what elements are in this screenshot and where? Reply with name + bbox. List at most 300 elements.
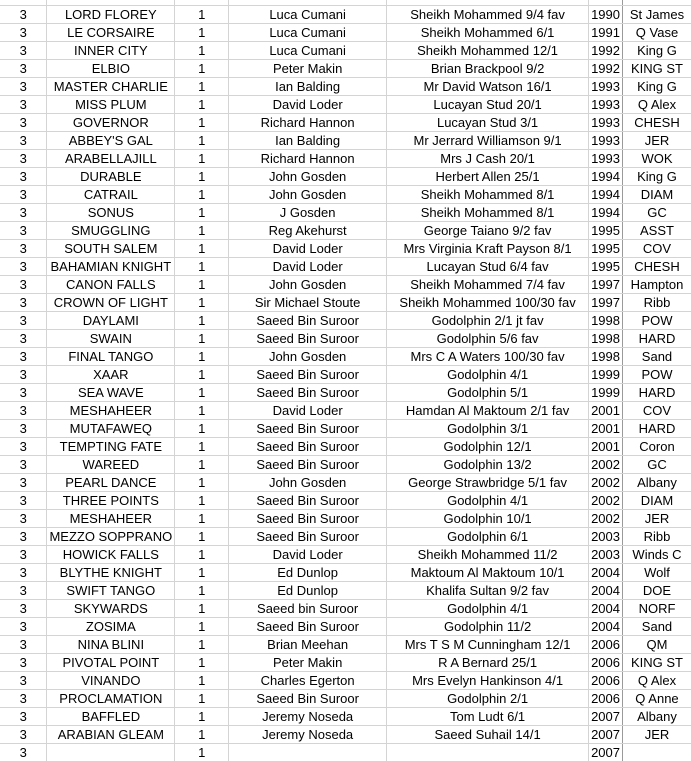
cell-position[interactable]: 1 (175, 564, 229, 582)
cell-horse[interactable]: SKYWARDS (47, 600, 175, 618)
cell-horse[interactable]: BAHAMIAN KNIGHT (47, 258, 175, 276)
cell-number[interactable]: 3 (0, 600, 47, 618)
cell-course[interactable]: Q Alex (622, 672, 691, 690)
cell-year[interactable]: 1999 (589, 366, 623, 384)
cell-year[interactable]: 2001 (589, 402, 623, 420)
cell-owner-odds[interactable]: Lucayan Stud 3/1 (387, 114, 589, 132)
cell-position[interactable]: 1 (175, 456, 229, 474)
cell-owner-odds[interactable]: Brian Brackpool 9/2 (387, 60, 589, 78)
cell-horse[interactable]: INNER CITY (47, 42, 175, 60)
cell-course[interactable]: King G (622, 78, 691, 96)
cell-position[interactable]: 1 (175, 168, 229, 186)
cell-number[interactable]: 3 (0, 330, 47, 348)
cell-year[interactable]: 1994 (589, 204, 623, 222)
cell-year[interactable]: 2007 (589, 708, 623, 726)
cell-number[interactable]: 3 (0, 222, 47, 240)
cell-course[interactable]: QM (622, 636, 691, 654)
cell-year[interactable]: 1993 (589, 78, 623, 96)
cell-course[interactable]: Sand (622, 348, 691, 366)
cell-year[interactable]: 2007 (589, 744, 623, 762)
cell-year[interactable]: 2002 (589, 492, 623, 510)
cell-owner-odds[interactable]: Mrs J Cash 20/1 (387, 150, 589, 168)
cell-number[interactable]: 3 (0, 348, 47, 366)
cell-position[interactable]: 1 (175, 528, 229, 546)
cell-course[interactable]: HARD (622, 384, 691, 402)
cell-position[interactable]: 1 (175, 204, 229, 222)
table-row (0, 690, 692, 708)
cell-number[interactable]: 3 (0, 132, 47, 150)
cell-course[interactable]: COV (622, 240, 691, 258)
cell-position[interactable]: 1 (175, 510, 229, 528)
cell-course[interactable]: WOK (622, 150, 691, 168)
cell-horse[interactable]: MESHAHEER (47, 402, 175, 420)
cell-number[interactable]: 3 (0, 744, 47, 762)
table-row (0, 582, 692, 600)
cell-owner-odds[interactable]: Khalifa Sultan 9/2 fav (387, 582, 589, 600)
cell-number[interactable]: 3 (0, 6, 47, 24)
cell-horse[interactable]: DURABLE (47, 168, 175, 186)
cell-position[interactable]: 1 (175, 420, 229, 438)
cell-position[interactable]: 1 (175, 366, 229, 384)
cell-course[interactable]: Wolf (622, 564, 691, 582)
cell-year[interactable]: 1999 (589, 384, 623, 402)
cell-horse[interactable]: SOUTH SALEM (47, 240, 175, 258)
cell-year[interactable]: 2006 (589, 690, 623, 708)
cell-number[interactable]: 3 (0, 438, 47, 456)
cell-year[interactable]: 1997 (589, 294, 623, 312)
cell-number[interactable]: 3 (0, 708, 47, 726)
cell-trainer[interactable]: John Gosden (229, 474, 387, 492)
cell-number[interactable]: 3 (0, 690, 47, 708)
cell-horse[interactable]: HOWICK FALLS (47, 546, 175, 564)
cell-trainer[interactable]: Saeed Bin Suroor (229, 492, 387, 510)
cell-horse[interactable]: MASTER CHARLIE (47, 78, 175, 96)
cell-owner-odds[interactable]: Godolphin 12/1 (387, 438, 589, 456)
cell-horse[interactable]: SWAIN (47, 330, 175, 348)
cell-year[interactable]: 1995 (589, 240, 623, 258)
cell-trainer[interactable]: Luca Cumani (229, 42, 387, 60)
cell-owner-odds[interactable]: Sheikh Mohammed 9/4 fav (387, 6, 589, 24)
cell-trainer[interactable]: Saeed Bin Suroor (229, 330, 387, 348)
cell-owner-odds[interactable]: Mr Jerrard Williamson 9/1 (387, 132, 589, 150)
cell-year[interactable]: 2006 (589, 636, 623, 654)
cell-year[interactable]: 1998 (589, 330, 623, 348)
cell-course[interactable]: POW (622, 312, 691, 330)
cell-course[interactable]: ASST (622, 222, 691, 240)
cell-horse[interactable]: ABBEY'S GAL (47, 132, 175, 150)
cell-trainer[interactable]: Ed Dunlop (229, 564, 387, 582)
cell-number[interactable]: 3 (0, 114, 47, 132)
cell-owner-odds[interactable]: Godolphin 3/1 (387, 420, 589, 438)
cell-number[interactable]: 3 (0, 78, 47, 96)
cell-trainer[interactable]: Sir Michael Stoute (229, 294, 387, 312)
cell-trainer[interactable]: Richard Hannon (229, 150, 387, 168)
cell-owner-odds[interactable]: Sheikh Mohammed 6/1 (387, 24, 589, 42)
cell-number[interactable]: 3 (0, 186, 47, 204)
cell-course[interactable]: COV (622, 402, 691, 420)
cell-trainer[interactable]: John Gosden (229, 276, 387, 294)
cell-trainer[interactable]: Peter Makin (229, 60, 387, 78)
cell-horse[interactable] (47, 744, 175, 762)
cell-trainer[interactable]: Saeed Bin Suroor (229, 312, 387, 330)
cell-horse[interactable]: ZOSIMA (47, 618, 175, 636)
cell-course[interactable]: HARD (622, 420, 691, 438)
cell-position[interactable]: 1 (175, 42, 229, 60)
cell-owner-odds[interactable]: Herbert Allen 25/1 (387, 168, 589, 186)
cell-position[interactable]: 1 (175, 312, 229, 330)
cell-owner-odds[interactable]: Godolphin 4/1 (387, 492, 589, 510)
cell-year[interactable]: 2003 (589, 546, 623, 564)
cell-position[interactable]: 1 (175, 276, 229, 294)
cell-horse[interactable]: FINAL TANGO (47, 348, 175, 366)
cell-trainer[interactable]: Luca Cumani (229, 24, 387, 42)
cell-course[interactable]: Hampton (622, 276, 691, 294)
cell-trainer[interactable]: Saeed Bin Suroor (229, 690, 387, 708)
cell-number[interactable]: 3 (0, 726, 47, 744)
cell-course[interactable]: St James (622, 6, 691, 24)
cell-position[interactable]: 1 (175, 402, 229, 420)
cell-owner-odds[interactable]: R A Bernard 25/1 (387, 654, 589, 672)
cell-owner-odds[interactable]: Sheikh Mohammed 7/4 fav (387, 276, 589, 294)
cell-trainer[interactable]: Saeed Bin Suroor (229, 528, 387, 546)
cell-number[interactable]: 3 (0, 420, 47, 438)
cell-course[interactable]: Q Alex (622, 96, 691, 114)
cell-year[interactable]: 2004 (589, 564, 623, 582)
cell-course[interactable]: Albany (622, 474, 691, 492)
cell-course[interactable]: KING ST (622, 60, 691, 78)
cell-position[interactable]: 1 (175, 258, 229, 276)
cell-course[interactable]: Ribb (622, 294, 691, 312)
cell-course[interactable]: Albany (622, 708, 691, 726)
cell-position[interactable]: 1 (175, 132, 229, 150)
cell-owner-odds[interactable]: Godolphin 5/1 (387, 384, 589, 402)
cell-year[interactable]: 2006 (589, 672, 623, 690)
cell-course[interactable]: Ribb (622, 528, 691, 546)
cell-year[interactable]: 1991 (589, 24, 623, 42)
cell-owner-odds[interactable]: Mrs T S M Cunningham 12/1 (387, 636, 589, 654)
cell-horse[interactable]: GOVERNOR (47, 114, 175, 132)
cell-number[interactable]: 3 (0, 276, 47, 294)
cell-trainer[interactable] (229, 744, 387, 762)
cell-position[interactable]: 1 (175, 474, 229, 492)
cell-horse[interactable]: PEARL DANCE (47, 474, 175, 492)
cell-trainer[interactable]: Reg Akehurst (229, 222, 387, 240)
cell-number[interactable]: 3 (0, 402, 47, 420)
cell-owner-odds[interactable]: George Strawbridge 5/1 fav (387, 474, 589, 492)
cell-horse[interactable]: CANON FALLS (47, 276, 175, 294)
cell-owner-odds[interactable]: Godolphin 4/1 (387, 366, 589, 384)
cell-course[interactable]: Q Vase (622, 24, 691, 42)
cell-horse[interactable]: CATRAIL (47, 186, 175, 204)
cell-course[interactable]: POW (622, 366, 691, 384)
table-row (0, 402, 692, 420)
cell-trainer[interactable]: Jeremy Noseda (229, 708, 387, 726)
cell-horse[interactable]: ARABELLAJILL (47, 150, 175, 168)
cell-number[interactable]: 3 (0, 636, 47, 654)
cell-trainer[interactable]: Ian Balding (229, 78, 387, 96)
cell-owner-odds[interactable]: Godolphin 11/2 (387, 618, 589, 636)
cell-course[interactable]: CHESH (622, 114, 691, 132)
cell-year[interactable]: 2003 (589, 528, 623, 546)
cell-trainer[interactable]: Saeed Bin Suroor (229, 438, 387, 456)
cell-position[interactable]: 1 (175, 744, 229, 762)
cell-owner-odds[interactable]: Mr David Watson 16/1 (387, 78, 589, 96)
cell-position[interactable]: 1 (175, 654, 229, 672)
cell-trainer[interactable]: Saeed bin Suroor (229, 600, 387, 618)
cell-number[interactable]: 3 (0, 366, 47, 384)
cell-position[interactable]: 1 (175, 582, 229, 600)
cell-number[interactable]: 3 (0, 204, 47, 222)
cell-course[interactable]: DOE (622, 582, 691, 600)
cell-horse[interactable]: DAYLAMI (47, 312, 175, 330)
cell-year[interactable]: 1993 (589, 96, 623, 114)
cell-course[interactable]: JER (622, 132, 691, 150)
cell-year[interactable]: 1993 (589, 114, 623, 132)
cell-owner-odds[interactable]: Lucayan Stud 6/4 fav (387, 258, 589, 276)
cell-owner-odds[interactable]: Godolphin 13/2 (387, 456, 589, 474)
cell-trainer[interactable]: David Loder (229, 402, 387, 420)
cell-owner-odds[interactable]: Godolphin 10/1 (387, 510, 589, 528)
cell-number[interactable]: 3 (0, 564, 47, 582)
cell-course[interactable]: KING ST (622, 654, 691, 672)
cell-course[interactable]: GC (622, 456, 691, 474)
cell-horse[interactable]: BLYTHE KNIGHT (47, 564, 175, 582)
cell-horse[interactable]: LORD FLOREY (47, 6, 175, 24)
cell-number[interactable]: 3 (0, 456, 47, 474)
cell-owner-odds[interactable]: Tom Ludt 6/1 (387, 708, 589, 726)
cell-year[interactable]: 2004 (589, 618, 623, 636)
cell-position[interactable]: 1 (175, 222, 229, 240)
cell-year[interactable]: 2004 (589, 600, 623, 618)
cell-trainer[interactable]: Charles Egerton (229, 672, 387, 690)
cell-year[interactable]: 1992 (589, 42, 623, 60)
cell-horse[interactable]: TEMPTING FATE (47, 438, 175, 456)
cell-owner-odds[interactable]: Godolphin 2/1 (387, 690, 589, 708)
cell-owner-odds[interactable]: Sheikh Mohammed 8/1 (387, 186, 589, 204)
cell-year[interactable]: 1998 (589, 312, 623, 330)
cell-position[interactable]: 1 (175, 60, 229, 78)
cell-year[interactable]: 2004 (589, 582, 623, 600)
cell-owner-odds[interactable]: Sheikh Mohammed 11/2 (387, 546, 589, 564)
cell-year[interactable]: 2001 (589, 438, 623, 456)
cell-horse[interactable]: MUTAFAWEQ (47, 420, 175, 438)
cell-owner-odds[interactable]: Mrs Virginia Kraft Payson 8/1 (387, 240, 589, 258)
cell-owner-odds[interactable]: George Taiano 9/2 fav (387, 222, 589, 240)
cell-course[interactable]: DIAM (622, 186, 691, 204)
cell-course[interactable]: NORF (622, 600, 691, 618)
cell-owner-odds[interactable]: Saeed Suhail 14/1 (387, 726, 589, 744)
cell-position[interactable]: 1 (175, 618, 229, 636)
cell-horse[interactable]: ELBIO (47, 60, 175, 78)
cell-number[interactable]: 3 (0, 42, 47, 60)
cell-owner-odds[interactable]: Sheikh Mohammed 100/30 fav (387, 294, 589, 312)
cell-trainer[interactable]: John Gosden (229, 348, 387, 366)
cell-owner-odds[interactable]: Godolphin 4/1 (387, 600, 589, 618)
cell-owner-odds[interactable]: Maktoum Al Maktoum 10/1 (387, 564, 589, 582)
cell-trainer[interactable]: Richard Hannon (229, 114, 387, 132)
cell-number[interactable]: 3 (0, 240, 47, 258)
cell-year[interactable]: 2002 (589, 510, 623, 528)
cell-year[interactable]: 1993 (589, 132, 623, 150)
cell-position[interactable]: 1 (175, 726, 229, 744)
cell-course[interactable]: Winds C (622, 546, 691, 564)
cell-trainer[interactable]: John Gosden (229, 186, 387, 204)
cell-position[interactable]: 1 (175, 6, 229, 24)
cell-owner-odds[interactable]: Mrs C A Waters 100/30 fav (387, 348, 589, 366)
cell-number[interactable]: 3 (0, 24, 47, 42)
cell-course[interactable]: GC (622, 204, 691, 222)
cell-trainer[interactable]: Saeed Bin Suroor (229, 618, 387, 636)
cell-horse[interactable]: WAREED (47, 456, 175, 474)
cell-course[interactable]: CHESH (622, 258, 691, 276)
cell-year[interactable]: 2007 (589, 726, 623, 744)
cell-number[interactable]: 3 (0, 312, 47, 330)
cell-trainer[interactable]: Saeed Bin Suroor (229, 510, 387, 528)
cell-position[interactable]: 1 (175, 96, 229, 114)
cell-number[interactable]: 3 (0, 168, 47, 186)
cell-trainer[interactable]: Peter Makin (229, 654, 387, 672)
cell-horse[interactable]: SMUGGLING (47, 222, 175, 240)
cell-year[interactable]: 1995 (589, 222, 623, 240)
cell-position[interactable]: 1 (175, 546, 229, 564)
cell-position[interactable]: 1 (175, 708, 229, 726)
cell-position[interactable]: 1 (175, 150, 229, 168)
cell-number[interactable]: 3 (0, 654, 47, 672)
cell-position[interactable]: 1 (175, 636, 229, 654)
cell-number[interactable]: 3 (0, 258, 47, 276)
cell-trainer[interactable]: David Loder (229, 96, 387, 114)
cell-trainer[interactable]: Jeremy Noseda (229, 726, 387, 744)
cell-owner-odds[interactable]: Lucayan Stud 20/1 (387, 96, 589, 114)
cell-course[interactable] (622, 744, 691, 762)
cell-position[interactable]: 1 (175, 690, 229, 708)
cell-course[interactable]: JER (622, 726, 691, 744)
cell-trainer[interactable]: Saeed Bin Suroor (229, 456, 387, 474)
cell-horse[interactable]: THREE POINTS (47, 492, 175, 510)
cell-number[interactable]: 3 (0, 492, 47, 510)
cell-trainer[interactable]: Luca Cumani (229, 6, 387, 24)
cell-year[interactable]: 1998 (589, 348, 623, 366)
cell-horse[interactable]: BAFFLED (47, 708, 175, 726)
cell-year[interactable]: 1992 (589, 60, 623, 78)
cell-position[interactable]: 1 (175, 672, 229, 690)
cell-owner-odds[interactable]: Sheikh Mohammed 12/1 (387, 42, 589, 60)
cell-position[interactable]: 1 (175, 186, 229, 204)
cell-number[interactable]: 3 (0, 528, 47, 546)
cell-horse[interactable]: SWIFT TANGO (47, 582, 175, 600)
cell-number[interactable]: 3 (0, 384, 47, 402)
table-row (0, 60, 692, 78)
cell-year[interactable]: 1994 (589, 186, 623, 204)
cell-position[interactable]: 1 (175, 24, 229, 42)
cell-owner-odds[interactable] (387, 744, 589, 762)
cell-horse[interactable]: LE CORSAIRE (47, 24, 175, 42)
cell-position[interactable]: 1 (175, 348, 229, 366)
cell-year[interactable]: 2002 (589, 474, 623, 492)
cell-number[interactable]: 3 (0, 582, 47, 600)
cell-trainer[interactable]: Saeed Bin Suroor (229, 366, 387, 384)
cell-horse[interactable]: PIVOTAL POINT (47, 654, 175, 672)
cell-course[interactable]: Sand (622, 618, 691, 636)
cell-year[interactable]: 1994 (589, 168, 623, 186)
cell-horse[interactable]: SEA WAVE (47, 384, 175, 402)
cell-horse[interactable]: MISS PLUM (47, 96, 175, 114)
cell-number[interactable]: 3 (0, 96, 47, 114)
table-row (0, 510, 692, 528)
cell-position[interactable]: 1 (175, 240, 229, 258)
cell-year[interactable]: 2002 (589, 456, 623, 474)
cell-course[interactable]: King G (622, 42, 691, 60)
cell-number[interactable]: 3 (0, 60, 47, 78)
cell-horse[interactable]: MEZZO SOPPRANO (47, 528, 175, 546)
cell-number[interactable]: 3 (0, 672, 47, 690)
cell-position[interactable]: 1 (175, 330, 229, 348)
cell-number[interactable]: 3 (0, 294, 47, 312)
cell-course[interactable]: DIAM (622, 492, 691, 510)
cell-year[interactable]: 2001 (589, 420, 623, 438)
cell-position[interactable]: 1 (175, 78, 229, 96)
cell-position[interactable]: 1 (175, 492, 229, 510)
cell-owner-odds[interactable]: Sheikh Mohammed 8/1 (387, 204, 589, 222)
cell-course[interactable]: King G (622, 168, 691, 186)
cell-trainer[interactable]: David Loder (229, 258, 387, 276)
cell-position[interactable]: 1 (175, 438, 229, 456)
cell-position[interactable]: 1 (175, 384, 229, 402)
cell-owner-odds[interactable]: Godolphin 2/1 jt fav (387, 312, 589, 330)
cell-year[interactable]: 1995 (589, 258, 623, 276)
cell-horse[interactable]: PROCLAMATION (47, 690, 175, 708)
cell-course[interactable]: Q Anne (622, 690, 691, 708)
cell-trainer[interactable]: David Loder (229, 546, 387, 564)
cell-owner-odds[interactable]: Godolphin 5/6 fav (387, 330, 589, 348)
cell-owner-odds[interactable]: Mrs Evelyn Hankinson 4/1 (387, 672, 589, 690)
cell-position[interactable]: 1 (175, 600, 229, 618)
cell-horse[interactable]: MESHAHEER (47, 510, 175, 528)
cell-owner-odds[interactable]: Godolphin 6/1 (387, 528, 589, 546)
cell-number[interactable]: 3 (0, 150, 47, 168)
cell-number[interactable]: 3 (0, 546, 47, 564)
cell-horse[interactable]: SONUS (47, 204, 175, 222)
table-row (0, 276, 692, 294)
cell-horse[interactable]: CROWN OF LIGHT (47, 294, 175, 312)
cell-trainer[interactable]: David Loder (229, 240, 387, 258)
cell-course[interactable]: JER (622, 510, 691, 528)
cell-number[interactable]: 3 (0, 474, 47, 492)
cell-trainer[interactable]: Brian Meehan (229, 636, 387, 654)
cell-course[interactable]: HARD (622, 330, 691, 348)
cell-position[interactable]: 1 (175, 294, 229, 312)
cell-number[interactable]: 3 (0, 510, 47, 528)
cell-horse[interactable]: VINANDO (47, 672, 175, 690)
cell-trainer[interactable]: J Gosden (229, 204, 387, 222)
cell-year[interactable]: 1997 (589, 276, 623, 294)
cell-number[interactable]: 3 (0, 618, 47, 636)
cell-year[interactable]: 1993 (589, 150, 623, 168)
cell-trainer[interactable]: Ian Balding (229, 132, 387, 150)
cell-position[interactable]: 1 (175, 114, 229, 132)
cell-year[interactable]: 1990 (589, 6, 623, 24)
cell-trainer[interactable]: John Gosden (229, 168, 387, 186)
cell-horse[interactable]: ARABIAN GLEAM (47, 726, 175, 744)
cell-trainer[interactable]: Saeed Bin Suroor (229, 420, 387, 438)
cell-owner-odds[interactable]: Hamdan Al Maktoum 2/1 fav (387, 402, 589, 420)
cell-year[interactable]: 2006 (589, 654, 623, 672)
cell-trainer[interactable]: Ed Dunlop (229, 582, 387, 600)
cell-trainer[interactable]: Saeed Bin Suroor (229, 384, 387, 402)
cell-course[interactable]: Coron (622, 438, 691, 456)
cell-horse[interactable]: NINA BLINI (47, 636, 175, 654)
cell-horse[interactable]: XAAR (47, 366, 175, 384)
